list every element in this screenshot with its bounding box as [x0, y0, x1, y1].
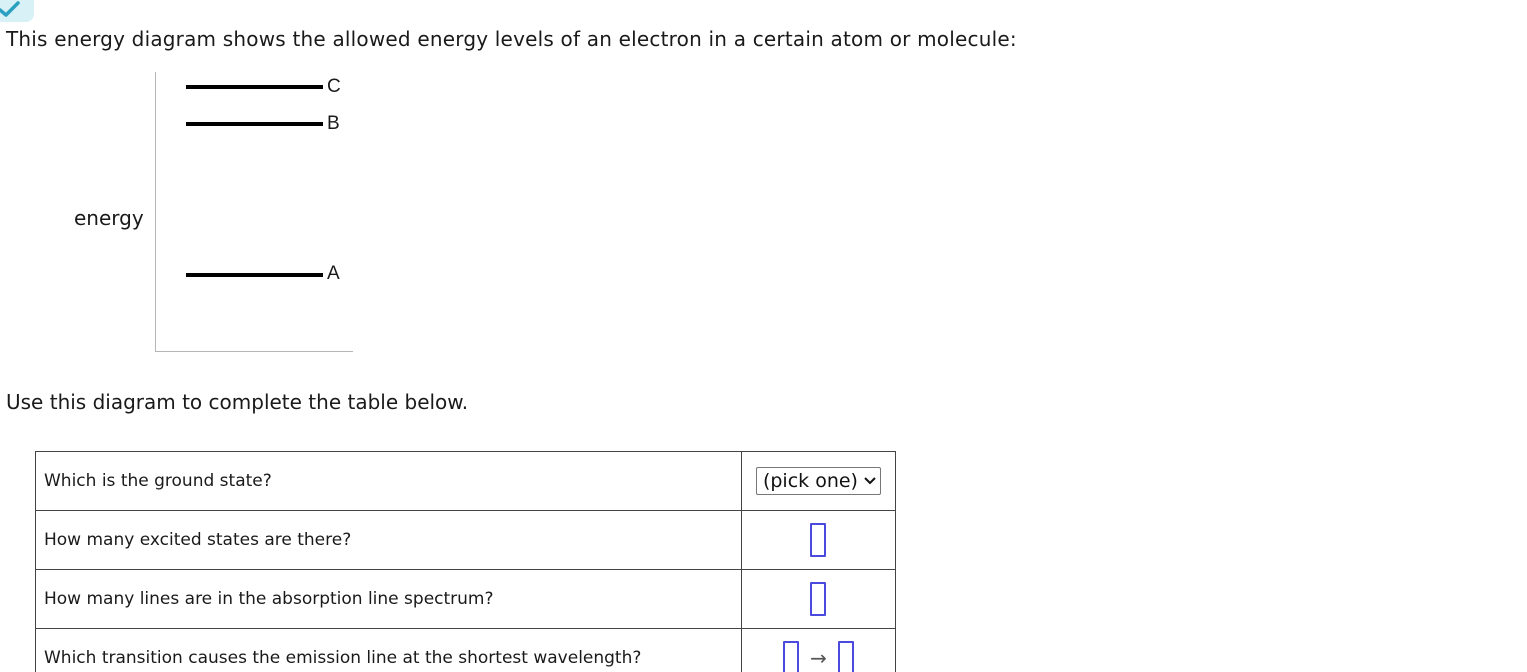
table-row	[36, 452, 896, 511]
energy-diagram	[0, 60, 420, 370]
transition-from-input[interactable]	[783, 641, 799, 672]
question-cell: Which is the ground state?	[36, 452, 742, 511]
table-row	[36, 570, 896, 629]
intro-text: This energy diagram shows the allowed energy levels of an electron in a certain atom or molecule:	[6, 27, 1017, 51]
checkmark-badge	[0, 0, 34, 22]
transition-to-input[interactable]	[838, 641, 854, 672]
energy-level-b	[186, 122, 323, 126]
question-cell: How many lines are in the absorption line spectrum?	[36, 570, 742, 629]
table-row	[36, 629, 896, 672]
answer-cell	[741, 511, 895, 570]
absorption-lines-input[interactable]	[810, 582, 826, 616]
chevron-down-icon	[864, 477, 876, 485]
answer-cell	[741, 629, 895, 672]
energy-level-c	[186, 85, 323, 89]
checkmark-icon	[0, 0, 22, 18]
energy-level-a	[186, 273, 323, 277]
x-axis	[155, 351, 353, 352]
instruction-text: Use this diagram to complete the table below.	[6, 390, 469, 414]
question-table	[35, 451, 896, 672]
y-axis	[155, 72, 156, 352]
energy-level-label-c: C	[327, 76, 341, 97]
question-cell: Which transition causes the emission line at the shortest wavelength?	[36, 629, 742, 672]
energy-level-label-a: A	[327, 263, 340, 284]
question-cell: How many excited states are there?	[36, 511, 742, 570]
table-row	[36, 511, 896, 570]
excited-states-input[interactable]	[810, 523, 826, 557]
select-value: (pick one)	[762, 470, 858, 492]
answer-cell	[741, 570, 895, 629]
answer-cell	[741, 452, 895, 511]
arrow-icon: →	[810, 646, 827, 670]
energy-axis-label: energy	[74, 206, 144, 230]
energy-level-label-b: B	[327, 113, 340, 134]
ground-state-select[interactable]	[756, 467, 881, 495]
